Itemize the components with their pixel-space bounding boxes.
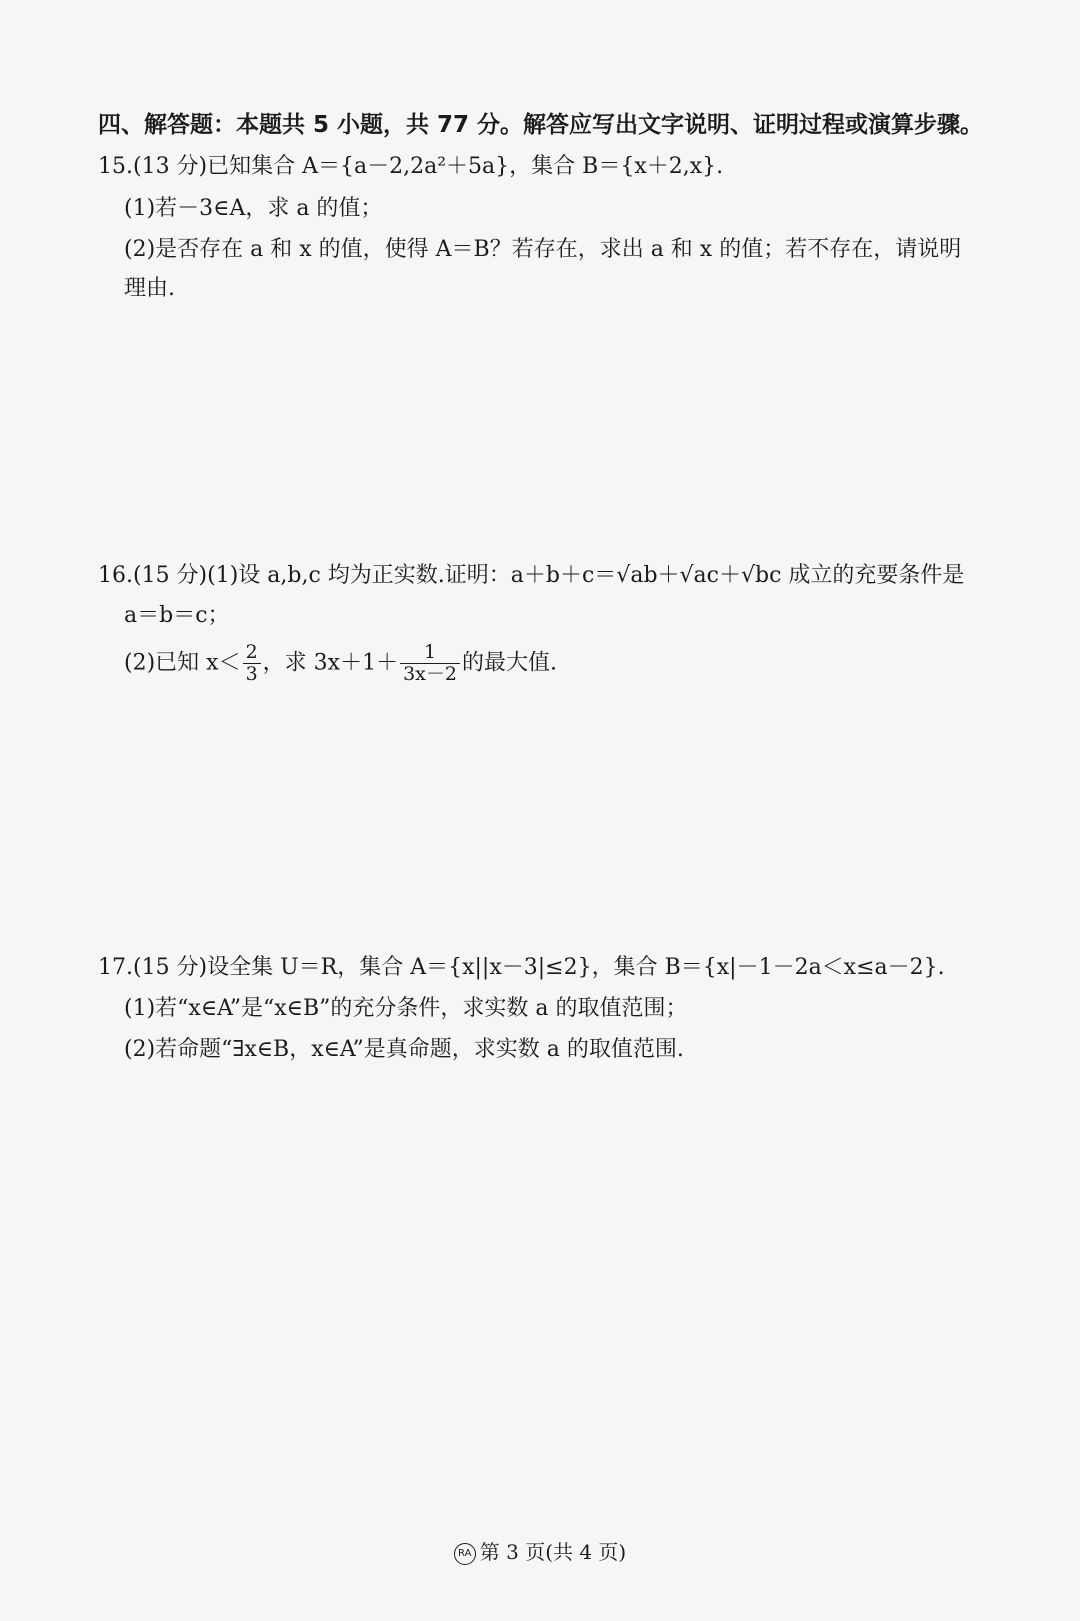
frac2-denominator: 3x－2 [400, 663, 460, 685]
publisher-logo-icon: RA [454, 1543, 476, 1565]
q17-part2: (2)若命题“∃x∈B，x∈A”是真命题，求实数 a 的取值范围. [124, 1037, 684, 1062]
frac1-numerator: 2 [245, 641, 258, 663]
section-heading: 四、解答题：本题共 5 小题，共 77 分。解答应写出文字说明、证明过程或演算步骤。 [98, 112, 984, 138]
q16-stem: 16.(15 分)(1)设 a,b,c 均为正实数.证明：a＋b＋c＝√ab＋√ac＋√bc 成立的充要条件是 [98, 563, 965, 588]
q15-part1: (1)若－3∈A，求 a 的值； [124, 196, 383, 221]
fraction-two-thirds [243, 642, 261, 685]
q15-stem: 15.(13 分)已知集合 A＝{a－2,2a²＋5a}，集合 B＝{x＋2,x}. [98, 154, 724, 179]
page-footer [0, 1536, 1080, 1565]
q15-part2-line2: 理由. [124, 276, 175, 301]
q16-part2-pre: (2)已知 x＜ [124, 650, 241, 676]
q16-stem-cont: a＝b＝c； [124, 603, 230, 628]
q17-part1: (1)若“x∈A”是“x∈B”的充分条件，求实数 a 的取值范围； [124, 996, 688, 1021]
frac2-numerator: 1 [423, 641, 437, 663]
q15-part2-line1: (2)是否存在 a 和 x 的值，使得 A＝B？若存在，求出 a 和 x 的值；若不存在，请说明 [124, 237, 962, 262]
page-number: 第 3 页(共 4 页) [479, 1540, 627, 1564]
q16-part2-post: 的最大值. [461, 650, 557, 676]
frac1-denominator: 3 [243, 663, 261, 685]
q16-part2 [124, 642, 557, 685]
q16-part2-mid: ，求 3x＋1＋ [262, 650, 399, 676]
q17-stem: 17.(15 分)设全集 U＝R，集合 A＝{x||x－3|≤2}，集合 B＝{x|－1－2a＜x≤a－2}. [98, 955, 945, 980]
fraction-one-over-3x-2 [400, 642, 460, 685]
